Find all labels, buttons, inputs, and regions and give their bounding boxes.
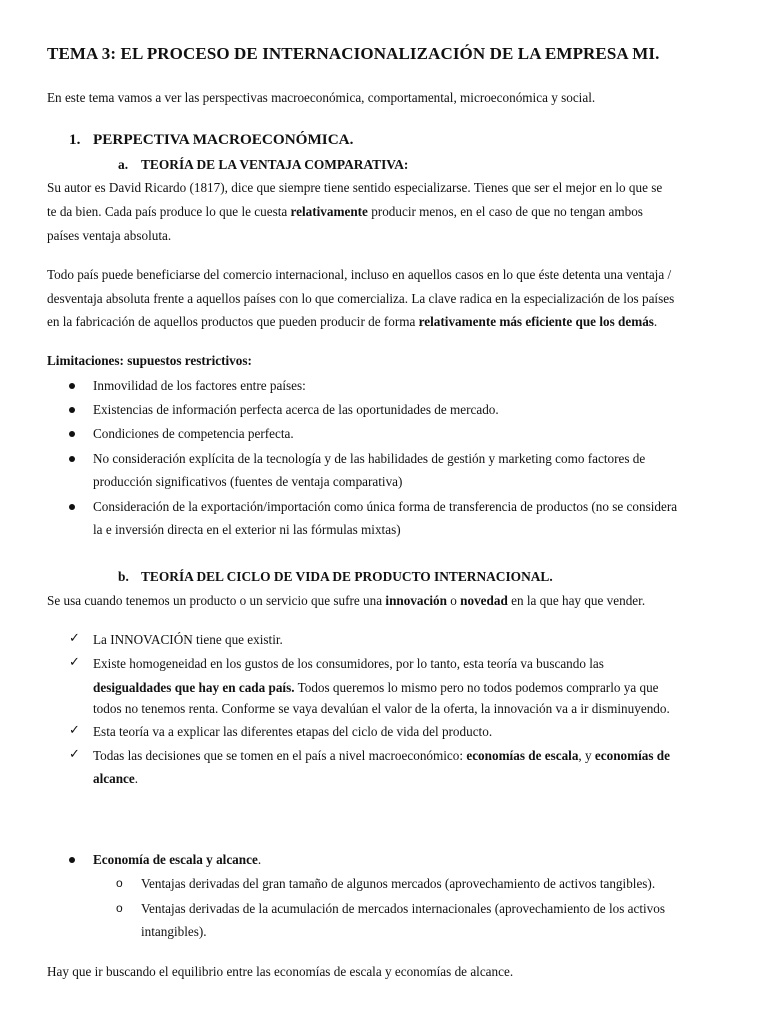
hollow-circle-icon: o bbox=[116, 901, 123, 915]
emphasis-text: economías de bbox=[594, 748, 670, 763]
emphasis-text: economías de escala bbox=[466, 748, 579, 763]
text-run: en la fabricación de aquellos productos que pueden producir de forma bbox=[47, 314, 419, 329]
text-run: . bbox=[257, 852, 262, 867]
section-1-number: 1. bbox=[69, 131, 81, 148]
list-item: Consideración de la exportación/importación como única forma de transferencia de productos (no se considera bbox=[93, 499, 678, 514]
check-item-continuation: todos no tenemos renta. Conforme se vaya devalúan el valor de la oferta, la innovación va a ir disminuyendo. bbox=[93, 701, 670, 716]
emphasis-text: novedad bbox=[460, 593, 508, 608]
bullet-dot-icon bbox=[69, 407, 75, 413]
check-item: Existe homogeneidad en los gustos de los consumidores, por lo tanto, esta teoría va buscando las bbox=[93, 656, 604, 671]
paragraph-line: países ventaja absoluta. bbox=[47, 228, 172, 243]
text-run: producir menos, en el caso de que no tengan ambos bbox=[367, 204, 643, 219]
emphasis-text: relativamente más eficiente que los demás bbox=[418, 314, 654, 329]
check-item-continuation bbox=[93, 680, 659, 696]
paragraph-line bbox=[47, 204, 643, 220]
list-item-continuation: la e inversión directa en el exterior ni las fórmulas mixtas) bbox=[93, 522, 401, 537]
text-run: Se usa cuando tenemos un producto o un servicio que sufre una bbox=[47, 593, 386, 608]
checkmark-icon: ✓ bbox=[69, 655, 80, 670]
text-run: te da bien. Cada país produce lo que le cuesta bbox=[47, 204, 291, 219]
check-item: Esta teoría va a explicar las diferentes etapas del ciclo de vida del producto. bbox=[93, 724, 493, 739]
list-item: Condiciones de competencia perfecta. bbox=[93, 426, 294, 441]
list-item: Inmovilidad de los factores entre países: bbox=[93, 378, 306, 393]
paragraph-line bbox=[47, 314, 657, 330]
subsection-a-heading: TEORÍA DE LA VENTAJA COMPARATIVA: bbox=[141, 157, 409, 172]
text-run: . bbox=[653, 314, 658, 329]
subsection-a-marker: a. bbox=[118, 157, 129, 172]
page-title: TEMA 3: EL PROCESO DE INTERNACIONALIZACIÓN DE LA EMPRESA MI. bbox=[47, 44, 660, 63]
text-run: , y bbox=[578, 748, 595, 763]
check-item-continuation bbox=[93, 771, 138, 787]
paragraph-line bbox=[47, 593, 645, 609]
bullet-dot-icon bbox=[69, 857, 75, 863]
sub-list-item: Ventajas derivadas del gran tamaño de algunos mercados (aprovechamiento de activos tangibles). bbox=[141, 876, 656, 891]
check-item bbox=[93, 748, 670, 764]
sub-list-item: Ventajas derivadas de la acumulación de mercados internacionales (aprovechamiento de los activos bbox=[141, 901, 665, 916]
limitations-heading: Limitaciones: supuestos restrictivos: bbox=[47, 353, 252, 368]
text-run: o bbox=[446, 593, 461, 608]
emphasis-text: innovación bbox=[385, 593, 447, 608]
text-run: en la que hay que vender. bbox=[507, 593, 646, 608]
paragraph-line: Su autor es David Ricardo (1817), dice que siempre tiene sentido especializarse. Tienes que ser el mejor en lo que se bbox=[47, 180, 663, 195]
emphasis-text: alcance bbox=[93, 771, 135, 786]
intro-paragraph: En este tema vamos a ver las perspectivas macroeconómica, comportamental, microeconómica y social. bbox=[47, 90, 596, 105]
subsection-b-marker: b. bbox=[118, 569, 129, 584]
subsection-b-heading: TEORÍA DEL CICLO DE VIDA DE PRODUCTO INTERNACIONAL. bbox=[141, 569, 553, 584]
emphasis-text: desigualdades que hay en cada país. bbox=[93, 680, 295, 695]
checkmark-icon: ✓ bbox=[69, 631, 80, 646]
bullet-dot-icon bbox=[69, 456, 75, 462]
section-1-heading: PERPECTIVA MACROECONÓMICA. bbox=[93, 131, 354, 148]
checkmark-icon: ✓ bbox=[69, 747, 80, 762]
text-run: . bbox=[134, 771, 139, 786]
closing-paragraph: Hay que ir buscando el equilibrio entre las economías de escala y economías de alcance. bbox=[47, 964, 514, 979]
list-item: Existencias de información perfecta acerca de las oportunidades de mercado. bbox=[93, 402, 499, 417]
text-run: Todos queremos lo mismo pero no todos podemos comprarlo ya que bbox=[294, 680, 659, 695]
list-item bbox=[93, 852, 261, 868]
bullet-dot-icon bbox=[69, 504, 75, 510]
check-item: La INNOVACIÓN tiene que existir. bbox=[93, 632, 283, 647]
text-run: Todas las decisiones que se tomen en el país a nivel macroeconómico: bbox=[93, 748, 467, 763]
paragraph-line: desventaja absoluta frente a aquellos países con lo que comercializa. La clave radica en la especialización de los países bbox=[47, 291, 675, 306]
emphasis-text: relativamente bbox=[290, 204, 368, 219]
bullet-dot-icon bbox=[69, 431, 75, 437]
checkmark-icon: ✓ bbox=[69, 723, 80, 738]
paragraph-line: Todo país puede beneficiarse del comercio internacional, incluso en aquellos casos en lo que éste detenta una ventaja / bbox=[47, 267, 672, 282]
list-item: No consideración explícita de la tecnología y de las habilidades de gestión y marketing como factores de bbox=[93, 451, 646, 466]
bullet-dot-icon bbox=[69, 383, 75, 389]
list-item-continuation: producción significativos (fuentes de ventaja comparativa) bbox=[93, 474, 403, 489]
emphasis-text: Economía de escala y alcance bbox=[93, 852, 258, 867]
sub-list-item-continuation: intangibles). bbox=[141, 924, 207, 939]
hollow-circle-icon: o bbox=[116, 876, 123, 890]
